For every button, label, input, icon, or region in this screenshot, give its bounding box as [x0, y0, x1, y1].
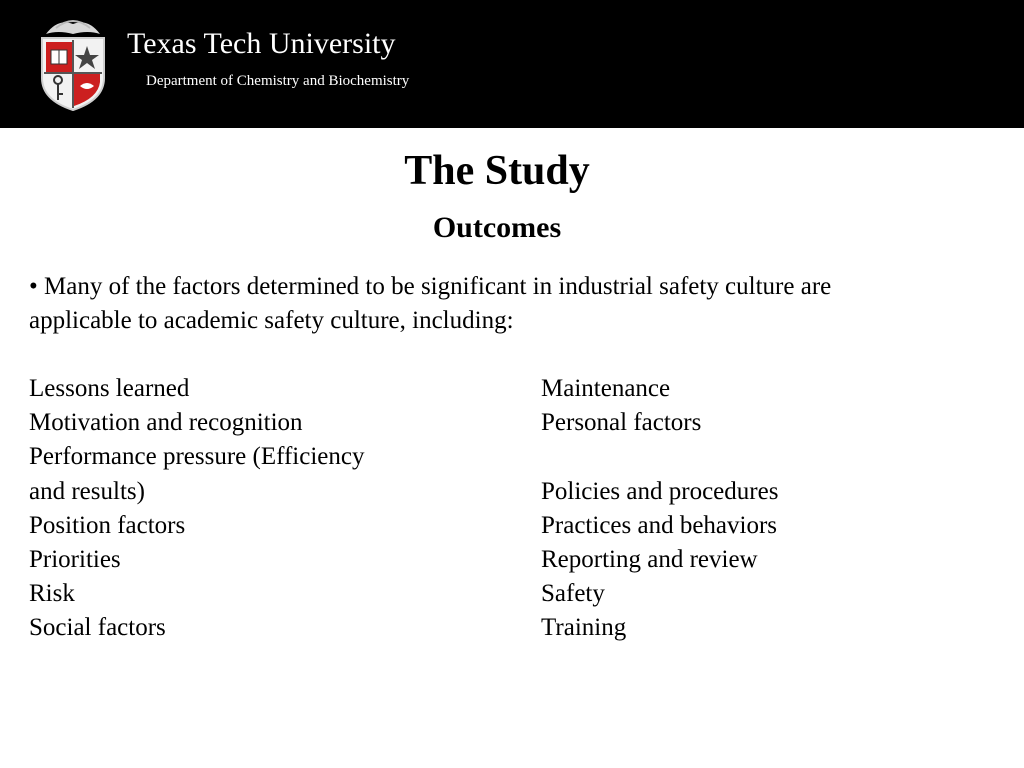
list-item: Personal factors: [541, 409, 702, 437]
list-spacer: [541, 440, 981, 474]
list-item: Safety: [541, 580, 605, 608]
university-seal-icon: [36, 16, 110, 112]
list-item: Performance pressure (Efficiency: [29, 443, 365, 471]
list-item: Reporting and review: [541, 546, 758, 573]
list-item: Maintenance: [541, 375, 671, 402]
list-item: Social factors: [29, 614, 166, 642]
right-factor-list: [541, 372, 981, 646]
list-item: Training: [541, 614, 627, 642]
list-item: Risk: [29, 580, 75, 608]
list-item: Motivation and recognition: [29, 409, 303, 437]
list-item: Priorities: [29, 546, 121, 574]
list-item: and results): [29, 477, 145, 505]
header-bar: [0, 0, 1024, 128]
department-name: Department of Chemistry and Biochemistry: [146, 73, 410, 89]
intro-bullet: • Many of the factors determined to be significant in industrial safety culture are applicable to academic safety culture, including:: [29, 273, 832, 334]
slide-subtitle: Outcomes: [432, 211, 562, 244]
list-item: Policies and procedures: [541, 477, 779, 505]
slide-title: The Study: [404, 148, 590, 194]
list-item: Position factors: [29, 511, 186, 539]
university-name: Texas Tech University: [127, 27, 396, 60]
list-item: Practices and behaviors: [541, 511, 778, 539]
left-factor-list: [29, 372, 509, 646]
list-item: Lessons learned: [29, 375, 190, 402]
